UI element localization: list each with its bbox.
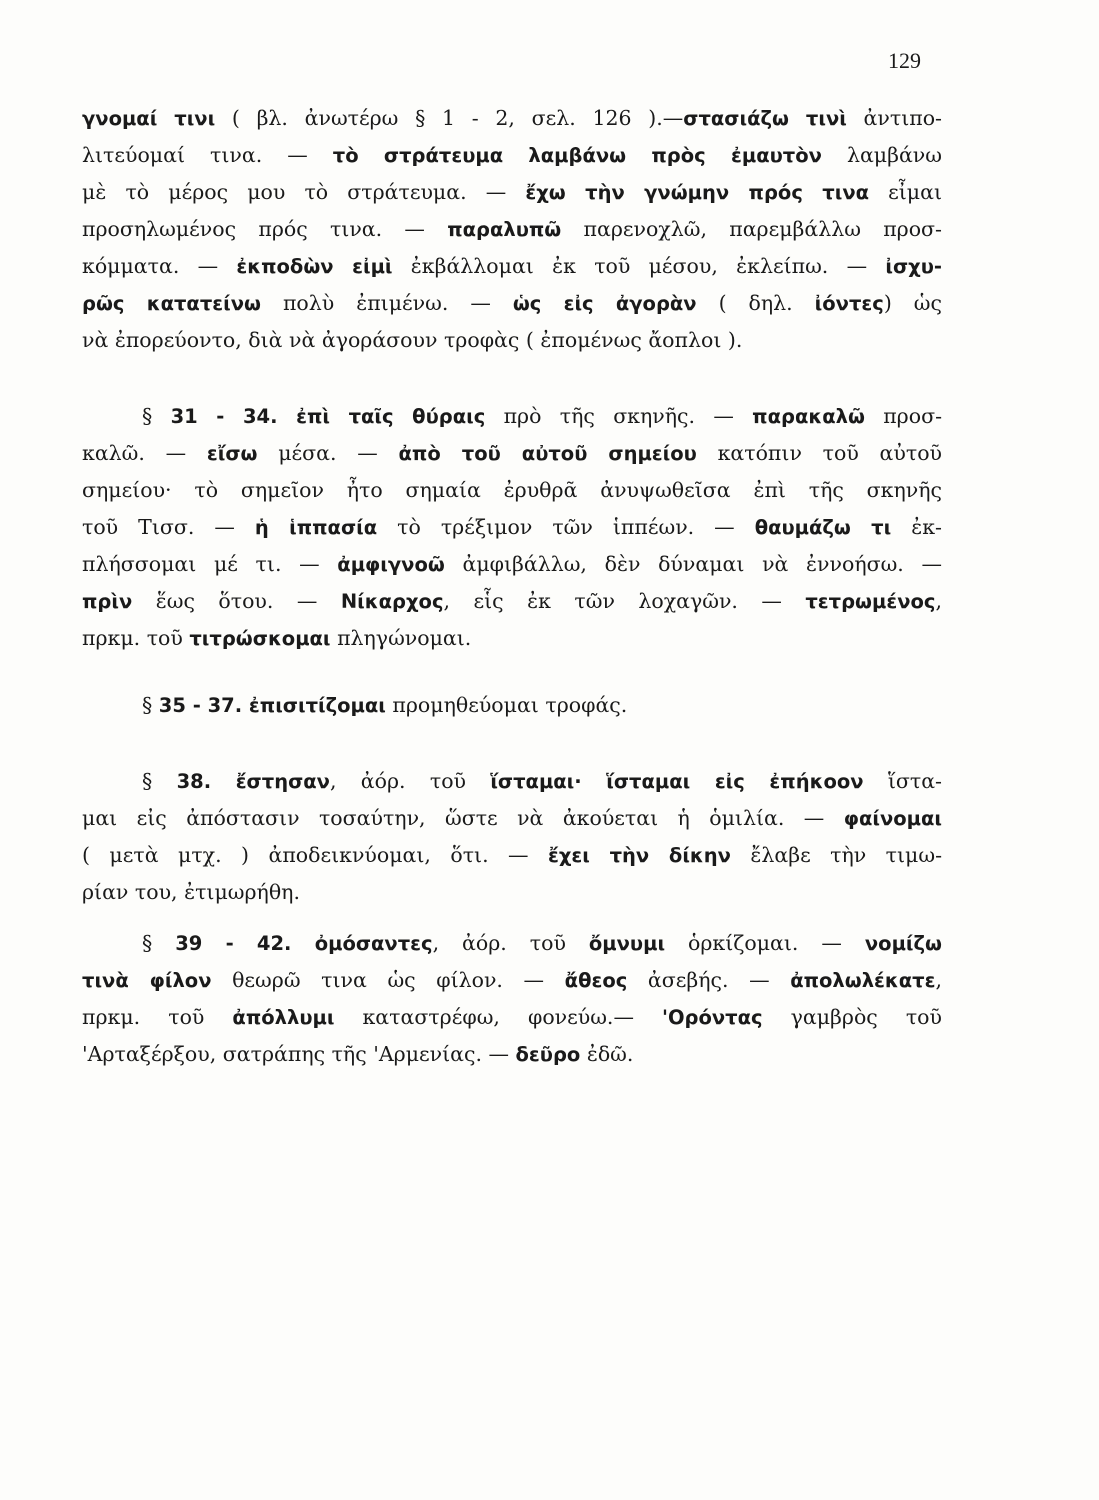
text-line: [82, 435, 942, 472]
text-line: [82, 248, 942, 285]
headword: πρὶν: [82, 590, 133, 613]
headword: ἀπολωλέκατε: [790, 969, 936, 992]
gloss-text: 'Αρταξέρξου, σατράπης τῆς 'Αρμενίας. —: [82, 1042, 516, 1066]
headword: ἰσχυ-: [885, 255, 942, 278]
text-line: [82, 1036, 942, 1073]
gloss-text: πλήσσομαι μέ τι. —: [82, 552, 338, 576]
headword: 39 - 42. ὀμόσαντες: [175, 932, 433, 955]
glossary-paragraph-1: [82, 100, 942, 359]
gloss-text: πληγώνομαι.: [330, 626, 472, 650]
gloss-text: ( δηλ.: [696, 291, 815, 315]
gloss-text: ἐδῶ.: [580, 1042, 634, 1066]
headword: ἀμφιγνοῶ: [337, 553, 445, 576]
headword: δεῦρο: [515, 1043, 581, 1066]
text-line: [82, 999, 942, 1036]
gloss-text: προσ-: [864, 404, 942, 428]
headword: 31 - 34. ἐπὶ ταῖς θύραις: [170, 405, 486, 428]
headword: ρῶς κατατείνω: [82, 292, 261, 315]
gloss-text: §: [142, 931, 176, 955]
gloss-text: ,: [935, 968, 942, 992]
headword: ἵσταμαι· ἵσταμαι εἰς ἐπήκοον: [490, 770, 864, 793]
gloss-text: πρὸ τῆς σκηνῆς. —: [485, 404, 753, 428]
gloss-text: νὰ ἐπορεύοντο, διὰ νὰ ἀγοράσουν τροφὰς ( ἐπομένως ἄοπλοι ).: [82, 328, 743, 352]
text-line: [82, 583, 942, 620]
headword: ἔχω τὴν γνώμην πρός τινα: [525, 181, 870, 204]
text-line: [82, 837, 942, 874]
text-line: [82, 137, 942, 174]
text-line: [82, 763, 942, 800]
gloss-text: §: [142, 769, 177, 793]
gloss-text: κατόπιν τοῦ αὐτοῦ: [696, 441, 942, 465]
headword: φαίνομαι: [843, 807, 942, 830]
text-line: [82, 211, 942, 248]
gloss-text: ρίαν του, ἐτιμωρήθη.: [82, 880, 300, 904]
text-line: [82, 509, 942, 546]
text-line: [82, 687, 942, 724]
gloss-text: ἀντιπο-: [846, 106, 942, 130]
gloss-text: ἀμφιβάλλω, δὲν δύναμαι νὰ ἐννοήσω. —: [444, 552, 942, 576]
headword: νομίζω: [864, 932, 942, 955]
gloss-text: ( βλ. ἀνωτέρω § 1 - 2, σελ. 126 ).—: [215, 106, 684, 130]
headword: ὄμνυμι: [588, 932, 666, 955]
text-line: [82, 800, 942, 837]
glossary-paragraph-31-34: [82, 398, 942, 657]
gloss-text: μέσα. —: [257, 441, 399, 465]
gloss-text: ( μετὰ μτχ. ) ἀποδεικνύομαι, ὅτι. —: [82, 843, 548, 867]
headword: Νίκαρχος: [340, 590, 444, 613]
gloss-text: ἵστα-: [863, 769, 942, 793]
headword: στασιάζω τινὶ: [683, 107, 847, 130]
gloss-text: καλῶ. —: [82, 441, 207, 465]
page-number: 129: [888, 48, 921, 73]
gloss-text: πολὺ ἐπιμένω. —: [260, 291, 513, 315]
gloss-text: πρκμ. τοῦ: [82, 1005, 233, 1029]
gloss-text: σημείου· τὸ σημεῖον ἦτο σημαία ἐρυθρᾶ ἀνυψωθεῖσα ἐπὶ τῆς σκηνῆς: [82, 478, 942, 502]
headword: ὡς εἰς ἀγορὰν: [512, 292, 697, 315]
gloss-text: γαμβρὸς τοῦ: [762, 1005, 942, 1029]
glossary-paragraph-38: [82, 763, 942, 911]
headword: ἀπόλλυμι: [232, 1006, 335, 1029]
gloss-text: , ἀόρ. τοῦ: [432, 931, 589, 955]
headword: παραλυπῶ: [447, 218, 562, 241]
gloss-text: μαι εἰς ἀπόστασιν τοσαύτην, ὥστε νὰ ἀκούεται ἡ ὁμιλία. —: [82, 806, 844, 830]
gloss-text: θεωρῶ τινα ὡς φίλον. —: [211, 968, 565, 992]
text-line: [82, 472, 942, 509]
gloss-text: τὸ τρέξιμον τῶν ἱππέων. —: [377, 515, 755, 539]
headword: ἔχει τὴν δίκην: [548, 844, 731, 867]
text-line: [82, 620, 942, 657]
gloss-text: ὁρκίζομαι. —: [665, 931, 865, 955]
headword: τὸ στράτευμα λαμβάνω πρὸς ἐμαυτὸν: [332, 144, 822, 167]
headword: γνομαί τινι: [82, 107, 216, 130]
gloss-text: προσηλωμένος πρός τινα. —: [82, 217, 448, 241]
text-line: [82, 398, 942, 435]
headword: 38. ἔστησαν: [176, 770, 330, 793]
gloss-text: εἶμαι: [869, 180, 943, 204]
text-line: [82, 546, 942, 583]
gloss-text: μὲ τὸ μέρος μου τὸ στράτευμα. —: [82, 180, 526, 204]
gloss-text: παρενοχλῶ, παρεμβάλλω προσ-: [561, 217, 942, 241]
gloss-text: ἕως ὅτου. —: [132, 589, 341, 613]
gloss-text: , εἷς ἐκ τῶν λοχαγῶν. —: [443, 589, 806, 613]
gloss-text: ) ὡς: [883, 291, 942, 315]
text-line: [82, 174, 942, 211]
text-line: [82, 874, 942, 911]
gloss-text: ἐκ-: [891, 515, 942, 539]
headword: θαυμάζω τι: [754, 516, 892, 539]
text-line: [82, 285, 942, 322]
gloss-text: καταστρέφω, φονεύω.—: [334, 1005, 662, 1029]
text-line: [82, 962, 942, 999]
text-line: [82, 925, 942, 962]
gloss-text: , ἀόρ. τοῦ: [329, 769, 491, 793]
gloss-text: ,: [935, 589, 942, 613]
gloss-text: κόμματα. —: [82, 254, 237, 278]
gloss-text: προμηθεύομαι τροφάς.: [385, 693, 628, 717]
gloss-text: ἀσεβής. —: [627, 968, 791, 992]
gloss-text: §: [142, 693, 159, 717]
gloss-text: §: [142, 404, 171, 428]
gloss-text: ἐκβάλλομαι ἐκ τοῦ μέσου, ἐκλείπω. —: [392, 254, 886, 278]
headword: τιτρώσκομαι: [189, 627, 331, 650]
glossary-paragraph-39-42: [82, 925, 942, 1073]
text-line: [82, 100, 942, 137]
headword: τινὰ φίλον: [82, 969, 212, 992]
headword: ἐκποδὼν εἰμὶ: [236, 255, 393, 278]
gloss-text: ἔλαβε τὴν τιμω-: [730, 843, 942, 867]
headword: ἀπὸ τοῦ αὐτοῦ σημείου: [398, 442, 697, 465]
headword: ἡ ἱππασία: [254, 516, 378, 539]
gloss-text: τοῦ Τισσ. —: [82, 515, 255, 539]
headword: εἴσω: [206, 442, 258, 465]
headword: ἄθεος: [564, 969, 628, 992]
gloss-text: πρκμ. τοῦ: [82, 626, 190, 650]
headword: 35 - 37. ἐπισιτίζομαι: [158, 694, 386, 717]
headword: παρακαλῶ: [752, 405, 865, 428]
headword: 'Ορόντας: [662, 1006, 763, 1029]
gloss-text: λιτεύομαί τινα. —: [82, 143, 333, 167]
headword: τετρωμένος: [805, 590, 936, 613]
headword: ἰόντες: [814, 292, 884, 315]
gloss-text: λαμβάνω: [821, 143, 942, 167]
glossary-paragraph-35-37: [82, 687, 942, 724]
text-line: [82, 322, 942, 359]
